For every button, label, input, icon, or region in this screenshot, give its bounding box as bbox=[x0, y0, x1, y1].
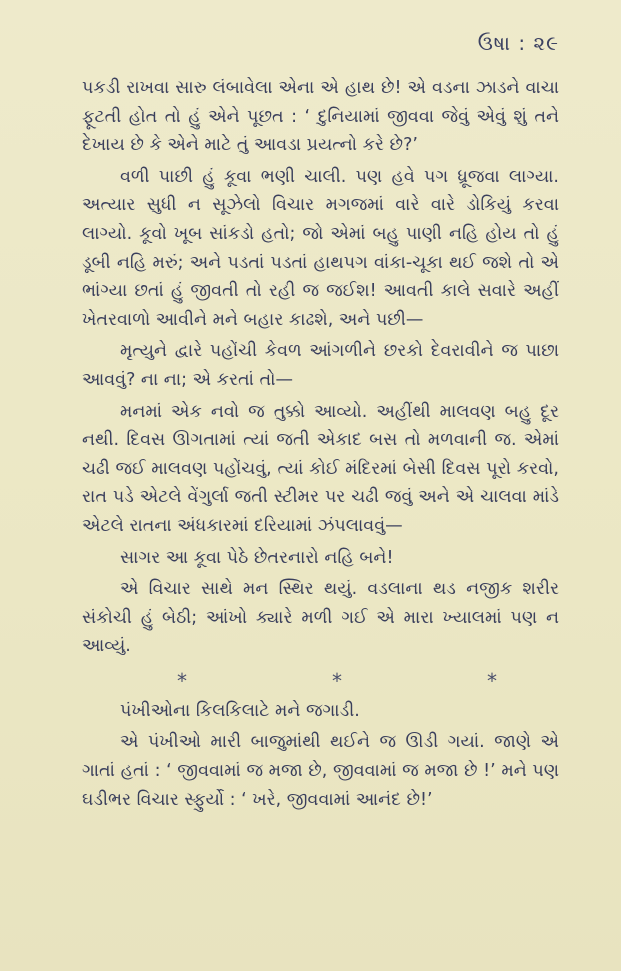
paragraph-4: મનમાં એક નવો જ તુક્કો આવ્યો. અહીંથી માલવણ બહુ દૂર નથી. દિવસ ઊગતામાં ત્યાં જતી એકાદ બસ તો મળવાની જ. એમાં ચઢી જઈ માલવણ પહોંચવું, ત્યાં કોઈ મંદિરમાં બેસી દિવસ પૂરો કરવો, રાત પડે એટલે વેંગુર્લા જતી સ્ટીમર પર ચઢી જવું અને એ ચાલવા માંડે એટલે રાતના અંધકારમાં દરિયામાં ઝંપલાવવું— bbox=[82, 401, 559, 536]
section-separator bbox=[177, 669, 497, 693]
separator-star: * bbox=[487, 668, 497, 693]
chapter-page-title: ઉષા : ૨૯ bbox=[477, 31, 559, 55]
paragraph-6: એ વિચાર સાથે મન સ્થિર થયું. વડલાના થડ નજીક શરીર સંકોચી હું બેઠી; આંખો ક્યારે મળી ગઈ એ મારા ખ્યાલમાં પણ ન આવ્યું. bbox=[82, 579, 559, 657]
paragraph-5: સાગર આ કૂવા પેઠે છેતરનારો નહિ બને! bbox=[120, 547, 394, 568]
paragraph-7: પંખીઓના કિલકિલાટે મને જગાડી. bbox=[120, 700, 360, 721]
paragraph-3: મૃત્યુને દ્વારે પહોંચી કેવળ આંગળીને છરકો દેવરાવીને જ પાછા આવવું? ના ના; એ કરતાં તો— bbox=[82, 341, 559, 390]
paragraph-1: પકડી રાખવા સારુ લંબાવેલા એના એ હાથ છે! એ વડના ઝાડને વાચા ફૂટતી હોત તો હું એને પૂછત : ‘ દુનિયામાં જીવવા જેવું એવું શું તને દેખાય છે કે એને માટે તું આવડા પ્રયત્નો કરે છે?’ bbox=[82, 78, 559, 156]
page-header bbox=[82, 26, 559, 60]
paragraph-2: વળી પાછી હું કૂવા ભણી ચાલી. પણ હવે પગ ધ્રૂજવા લાગ્યા. અત્યાર સુધી ન સૂઝેલો વિચાર મગજમાં વારે વારે ડોકિયું કરવા લાગ્યો. કૂવો ખૂબ સાંકડો હતો; જો એમાં બહુ પાણી નહિ હોય તો હું ડૂબી નહિ મરું; અને પડતાં પડતાં હાથપગ વાંકા-ચૂકા થઈ જશે તો એ ભાંગ્યા છતાં હું જીવતી તો રહી જ જઈશ! આવતી કાલે સવારે અહીં ખેતરવાળો આવીને મને બહાર કાઢશે, અને પછી— bbox=[82, 166, 559, 330]
paragraph-8: એ પંખીઓ મારી બાજુમાંથી થઈને જ ઊડી ગયાં. જાણે એ ગાતાં હતાં : ‘ જીવવામાં જ મજા છે, જીવવામાં જ મજા છે !’ મને પણ ઘડીભર વિચાર સ્ફુર્યો : ‘ ખરે, જીવવામાં આનંદ છે!’ bbox=[82, 732, 559, 810]
separator-star: * bbox=[332, 668, 342, 693]
separator-star: * bbox=[177, 668, 187, 693]
